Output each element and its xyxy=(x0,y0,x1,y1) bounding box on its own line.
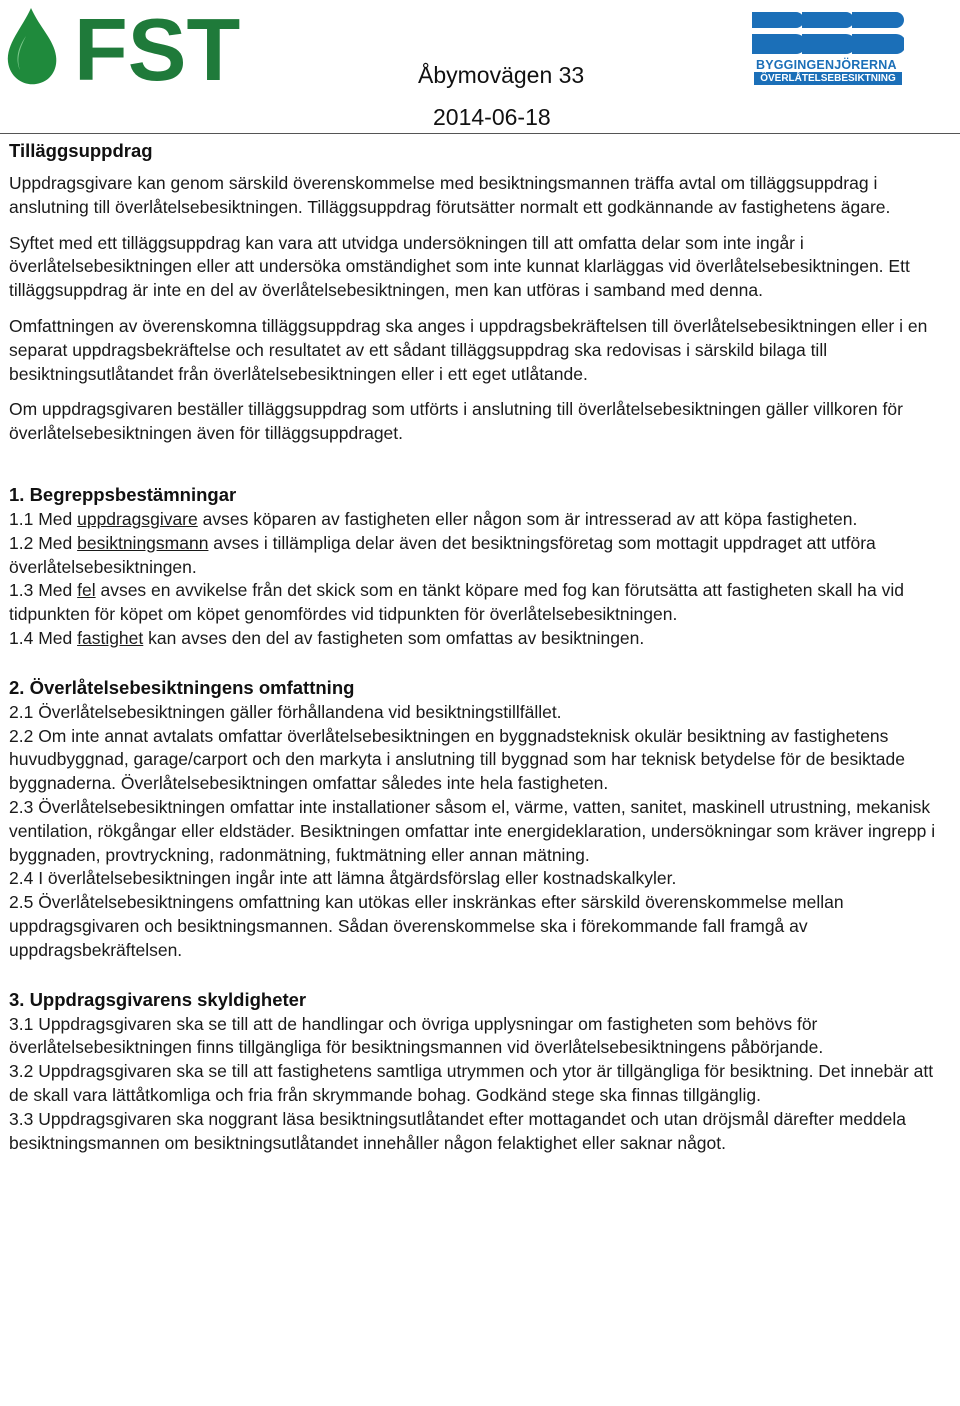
definition-item: 1.2 Med besiktningsmann avses i tillämpliga delar även det besiktningsföretag som mottagit uppdraget att utföra överlåtelsebesiktningen. xyxy=(9,532,876,577)
address: Åbymovägen 33 xyxy=(418,62,585,88)
sbb-logo-mark xyxy=(752,8,904,56)
list-item: 3.3 Uppdragsgivaren ska noggrant läsa besiktningsutlåtandet efter mottagandet och utan dröjsmål därefter meddela besiktningsmannen om besiktningsutlåtandet innehåller någon felaktighet eller saknar något. xyxy=(9,1108,906,1153)
section-title-omfattning: 2. Överlåtelsebesiktningens omfattning xyxy=(9,676,355,698)
list-item: 2.1 Överlåtelsebesiktningen gäller förhållandena vid besiktningstillfället. xyxy=(9,701,562,722)
date: 2014-06-18 xyxy=(433,104,551,130)
document-body xyxy=(9,138,939,1155)
list-item: 2.4 I överlåtelsebesiktningen ingår inte att lämna åtgärdsförslag eller kostnadskalkyler. xyxy=(9,868,677,889)
page-header xyxy=(0,0,960,136)
sbb-logo xyxy=(752,8,904,88)
paragraph: Syftet med ett tilläggsuppdrag kan vara att utvidga undersökningen till att omfatta delar som inte ingår i överlåtelsebesiktningen eller att undersöka omständighet som inte kunnat klarläggas vid överlåtelsebesiktningen. Ett tilläggsuppdrag är inte en del av överlåtelsebesiktningen, men kan utföras i samband med denna. xyxy=(9,232,910,301)
defined-term: uppdragsgivare xyxy=(77,508,198,529)
section-title-begrepp: 1. Begreppsbestämningar xyxy=(9,483,237,505)
defined-term: fastighet xyxy=(77,627,144,648)
header-divider xyxy=(0,133,960,134)
definition-item: 1.3 Med fel avses en avvikelse från det skick som en tänkt köpare med fog kan förutsätta att fastigheten skall ha vid tidpunkten för köpet om köpet genomfördes vid tidpunkten för överlåtelsebesiktningen. xyxy=(9,580,904,625)
list-item: 2.5 Överlåtelsebesiktningens omfattning kan utökas eller inskränkas efter särskild överenskommelse mellan uppdragsgivaren och besiktningsmannen. Sådan överenskommelse ska i förekommande fall framgå av uppdragsbekräftelsen. xyxy=(9,892,844,960)
paragraph: Om uppdragsgivaren beställer tilläggsuppdrag som utförts i anslutning till överlåtelsebesiktningen gäller villkoren för överlåtelsebesiktningen även för tilläggsuppdraget. xyxy=(9,399,903,444)
defined-term: fel xyxy=(77,580,96,601)
list-item: 3.1 Uppdragsgivaren ska se till att de handlingar och övriga upplysningar om fastigheten som behövs för överlåtelsebesiktningen finns tillgängliga för besiktningsmannen vid överlåtelsebesiktningens påbörjande. xyxy=(9,1013,824,1058)
sbb-name: BYGGINGENJÖRERNA xyxy=(756,58,897,72)
fst-logo-text: FST xyxy=(74,6,241,86)
list-item: 3.2 Uppdragsgivaren ska se till att fastighetens samtliga utrymmen och ytor är tillgängliga för besiktning. Det innebär att de skall vara lättåtkomliga och fria från skrymmande bohag. Godkänd stege ska finnas tillgänglig. xyxy=(9,1061,934,1105)
definition-item: 1.1 Med uppdragsgivare avses köparen av fastigheten eller någon som är intresserad av att köpa fastigheten. xyxy=(9,508,858,529)
sbb-tagline: ÖVERLÅTELSEBESIKTNING xyxy=(754,72,902,85)
paragraph: Omfattningen av överenskomna tilläggsuppdrag ska anges i uppdragsbekräftelsen till överlåtelsebesiktningen eller i en separat uppdragsbekräftelse och resultatet av ett sådant tilläggsuppdrag ska redovisas i särskild bilaga till besiktningsutlåtandet från överlåtelsebesiktningen eller i ett eget utlåtande. xyxy=(9,315,928,384)
paragraph: Uppdragsgivare kan genom särskild överenskommelse med besiktningsmannen träffa avtal om tilläggsuppdrag i anslutning till överlåtelsebesiktningen. Tilläggsuppdrag förutsätter normalt ett godkännande av fastighetens ägare. xyxy=(9,173,891,217)
list-item: 2.3 Överlåtelsebesiktningen omfattar inte installationer såsom el, värme, vatten, sanitet, maskinell utrustning, mekanisk ventilation, rökgångar eller eldstäder. Besiktningen omfattar inte energideklaration, undersökningar som kräver ingrepp i byggnaden, provtryckning, radonmätning, fuktmätning eller annan mätning. xyxy=(9,796,936,865)
section-title-tillaggsuppdrag: Tilläggsuppdrag xyxy=(9,140,153,161)
defined-term: besiktningsmann xyxy=(77,532,209,553)
section-title-skyldigheter: 3. Uppdragsgivarens skyldigheter xyxy=(9,988,307,1010)
definition-item: 1.4 Med fastighet kan avses den del av fastigheten som omfattas av besiktningen. xyxy=(9,627,645,648)
list-item: 2.2 Om inte annat avtalats omfattar överlåtelsebesiktningen en byggnadsteknisk okulär besiktning av fastighetens huvudbyggnad, garage/carport och den markyta i anslutning till byggnad som har teknisk betydelse för de besiktade byggnaderna. Överlåtelsebesiktningen omfattar således inte hela fastigheten. xyxy=(9,725,905,794)
fst-logo xyxy=(4,6,268,86)
